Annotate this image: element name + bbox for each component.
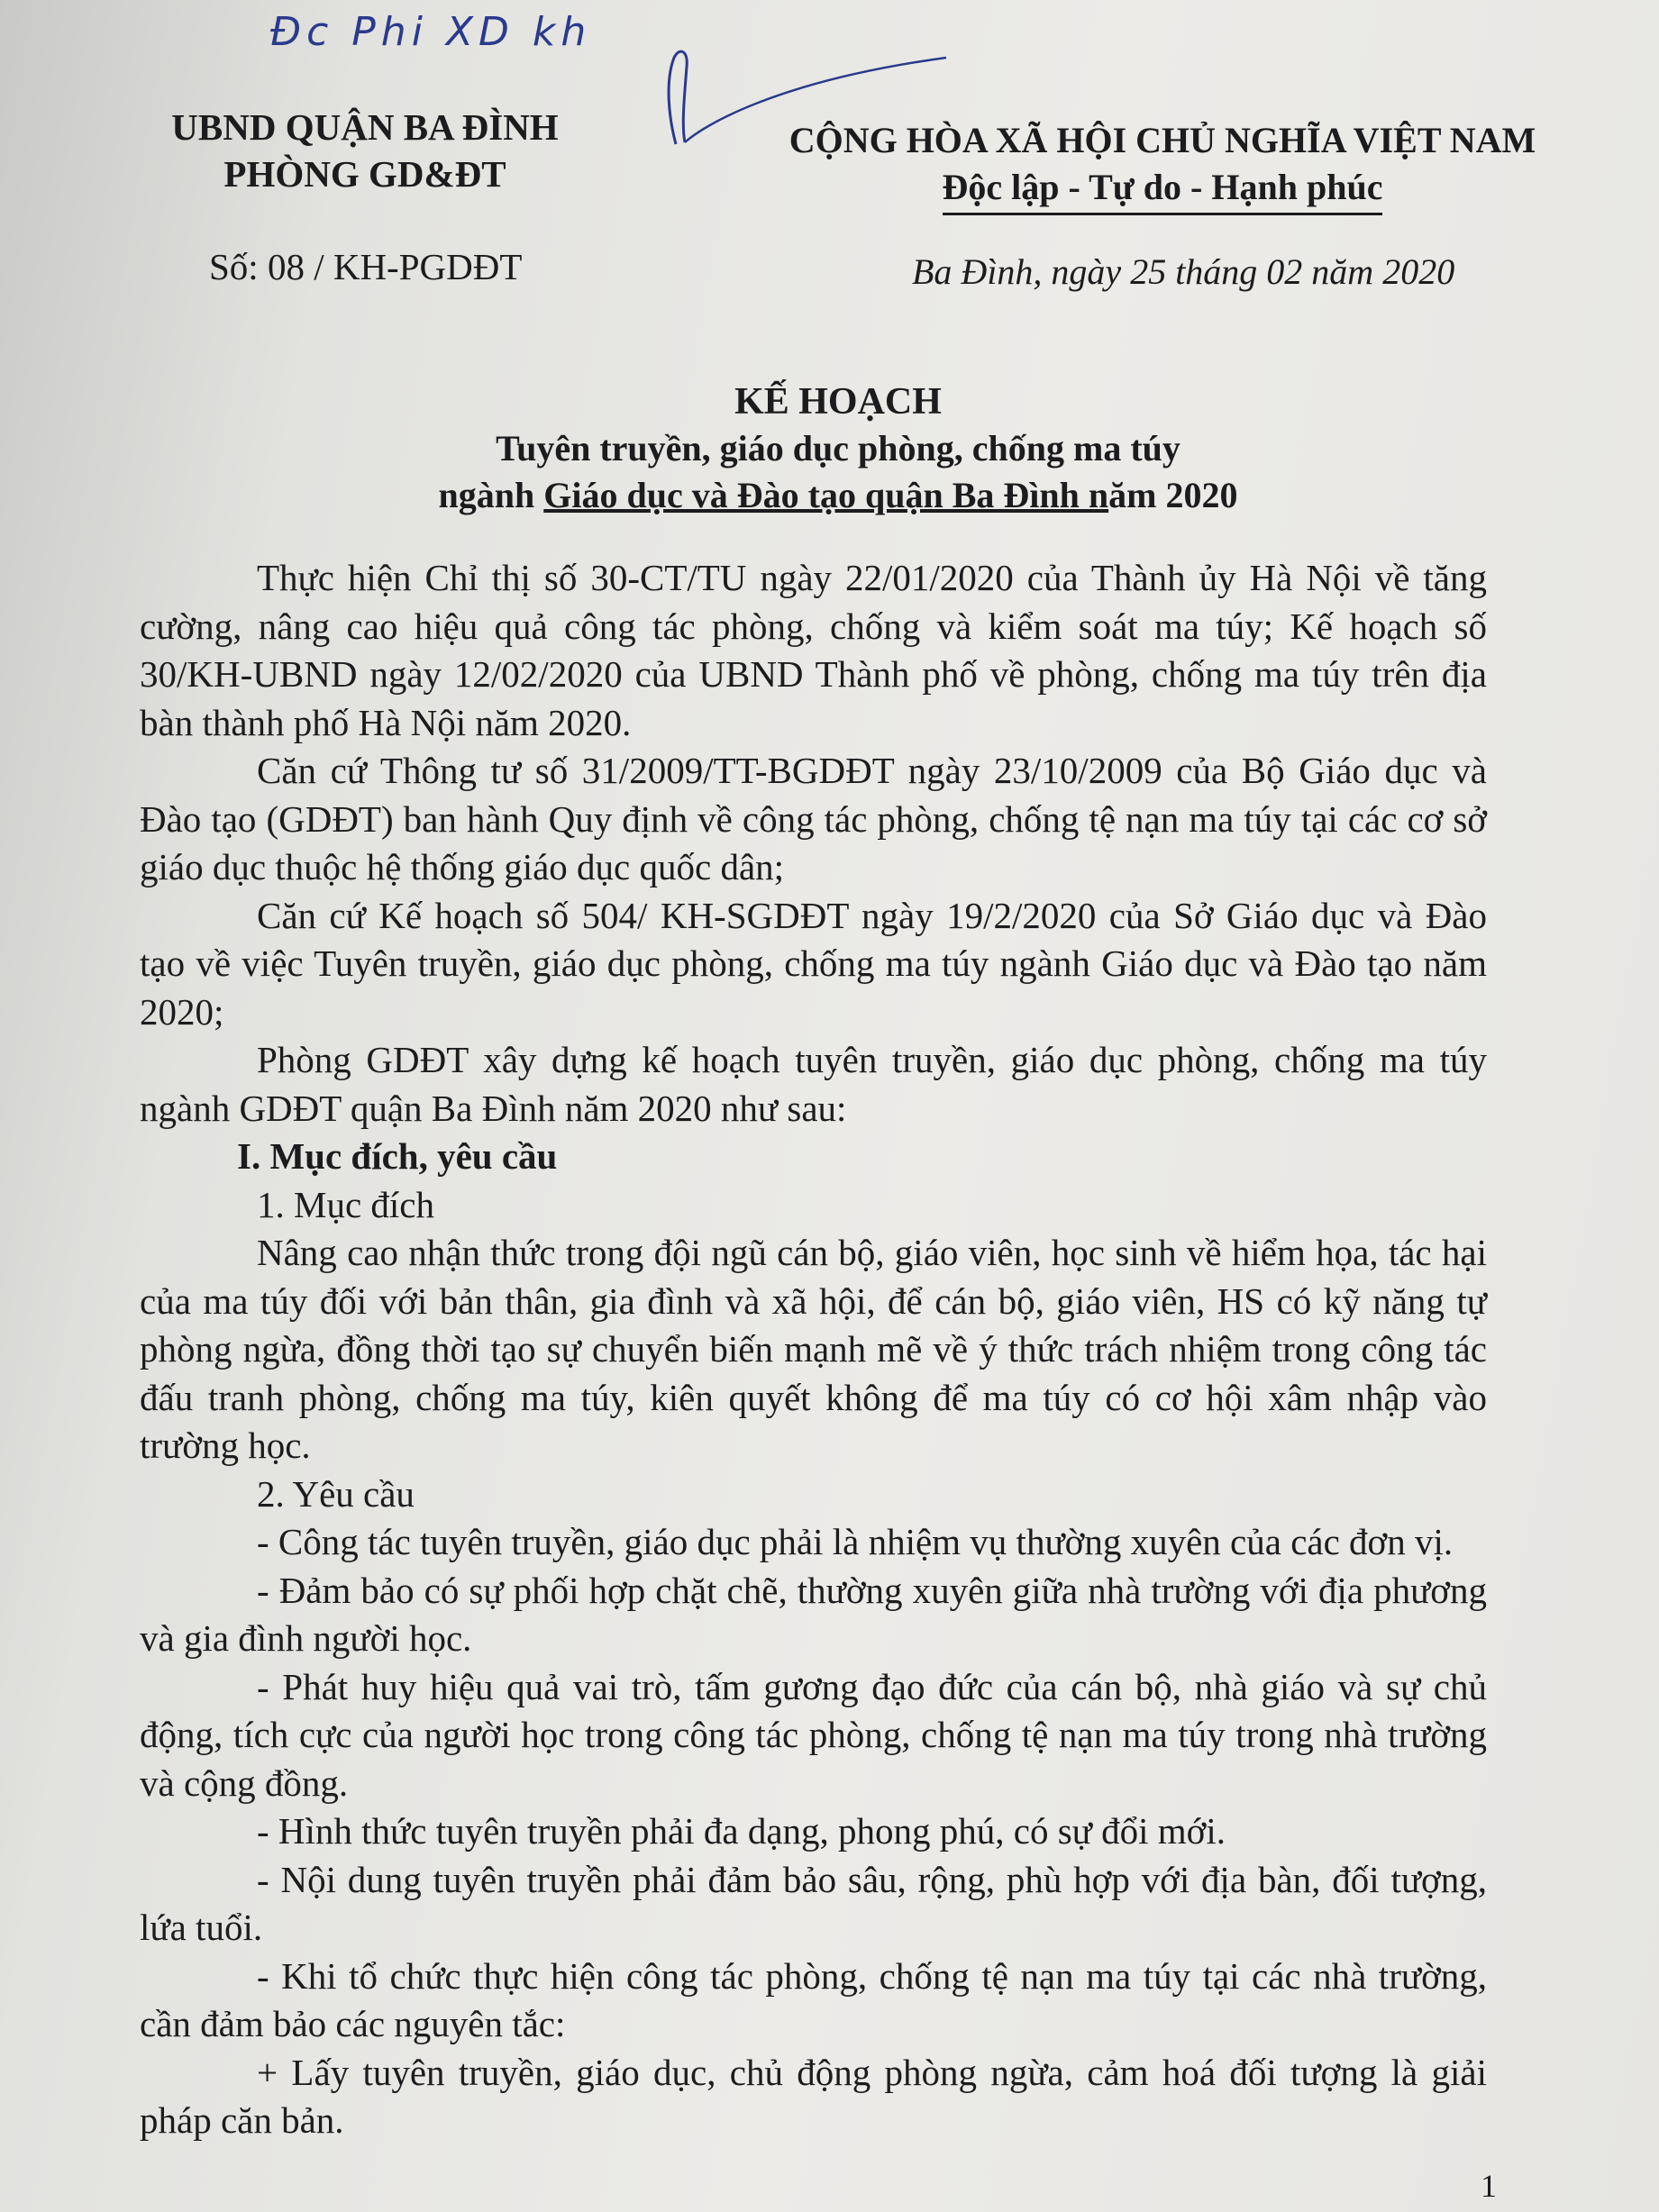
paragraph-purpose: Nâng cao nhận thức trong đội ngũ cán bộ, giáo viên, học sinh về hiểm họa, tác hại của ma túy đối với bản thân, gia đình và xã hội, để cán bộ, giáo viên, HS có kỹ năng tự phòng ngừa, đồng thời tạo sự chuyển biến mạnh mẽ về ý thức trách nhiệm trong công tác đấu tranh phòng, chống ma túy, kiên quyết không để ma túy có cơ hội xâm nhập vào trường học. bbox=[140, 1232, 1487, 1466]
principle-item: + Lấy tuyên truyền, giáo dục, chủ động phòng ngừa, cảm hoá đối tượng là giải pháp căn bản. bbox=[140, 2051, 1487, 2141]
issuing-authority bbox=[153, 104, 577, 197]
authority-line-1: UBND QUẬN BA ĐÌNH bbox=[171, 106, 559, 148]
national-motto: Độc lập - Tự do - Hạnh phúc bbox=[943, 164, 1383, 215]
title-line-3-underlined: Giáo dục và Đào tạo quận Ba Đình n bbox=[543, 475, 1109, 515]
document-title bbox=[216, 378, 1460, 519]
paragraph-3: Căn cứ Kế hoạch số 504/ KH-SGDĐT ngày 19/2/2020 của Sở Giáo dục và Đào tạo về việc Tuyên truyền, giáo dục phòng, chống ma túy ngành Giáo dục và Đào tạo năm 2020; bbox=[140, 894, 1487, 1033]
paragraph-1: Thực hiện Chỉ thị số 30-CT/TU ngày 22/01/2020 của Thành ủy Hà Nội về tăng cường, nâng cao hiệu quả công tác phòng, chống và kiểm soát ma túy; Kế hoạch số 30/KH-UBND ngày 12/02/2020 của UBND Thành phố về phòng, chống ma túy trên địa bàn thành phố Hà Nội năm 2020. bbox=[140, 557, 1487, 743]
title-line-2: Tuyên truyền, giáo dục phòng, chống ma túy bbox=[496, 428, 1180, 469]
page-number: 1 bbox=[1481, 2168, 1497, 2204]
title-line-3-suffix: ăm 2020 bbox=[1108, 475, 1238, 515]
title-main: KẾ HOẠCH bbox=[734, 381, 942, 423]
title-line-3 bbox=[216, 472, 1460, 519]
title-line-3-prefix: ngành bbox=[438, 475, 544, 515]
national-header bbox=[712, 117, 1613, 215]
requirement-item: - Nội dung tuyên truyền phải đảm bảo sâu, rộng, phù hợp với địa bàn, đối tượng, lứa tuổi. bbox=[140, 1858, 1487, 1948]
requirement-item: - Phát huy hiệu quả vai trò, tấm gương đạo đức của cán bộ, nhà giáo và sự chủ động, tích cực của người học trong công tác phòng, chống tệ nạn ma túy trong nhà trường và cộng đồng. bbox=[140, 1665, 1487, 1804]
document-number: Số: 08 / KH-PGDĐT bbox=[209, 246, 523, 287]
paragraph-4: Phòng GDĐT xây dựng kế hoạch tuyên truyền, giáo dục phòng, chống ma túy ngành GDĐT quận Ba Đình năm 2020 như sau: bbox=[140, 1039, 1487, 1129]
requirement-item: - Đảm bảo có sự phối hợp chặt chẽ, thường xuyên giữa nhà trường với địa phương và gia đình người học. bbox=[140, 1569, 1487, 1659]
requirement-item: - Khi tổ chức thực hiện công tác phòng, chống tệ nạn ma túy tại các nhà trường, cần đảm bảo các nguyên tắc: bbox=[140, 1954, 1487, 2044]
document-body bbox=[140, 554, 1487, 2145]
requirement-item: - Hình thức tuyên truyền phải đa dạng, phong phú, có sự đổi mới. bbox=[257, 1810, 1226, 1852]
authority-line-2: PHÒNG GD&ĐT bbox=[223, 153, 506, 195]
handwritten-note: Đc Phi XD kh bbox=[270, 9, 592, 55]
subheading-purpose: 1. Mục đích bbox=[257, 1183, 434, 1225]
paragraph-2: Căn cứ Thông tư số 31/2009/TT-BGDĐT ngày 23/10/2009 của Bộ Giáo dục và Đào tạo (GDĐT) ban hành Quy định về công tác phòng, chống tệ nạn ma túy tại các cơ sở giáo dục thuộc hệ thống giáo dục quốc dân; bbox=[140, 750, 1487, 888]
section-heading-1: I. Mục đích, yêu cầu bbox=[237, 1135, 558, 1177]
national-title: CỘNG HÒA XÃ HỘI CHỦ NGHĨA VIỆT NAM bbox=[788, 120, 1536, 160]
requirement-item: - Công tác tuyên truyền, giáo dục phải là nhiệm vụ thường xuyên của các đơn vị. bbox=[257, 1521, 1454, 1562]
place-date: Ba Đình, ngày 25 tháng 02 năm 2020 bbox=[912, 251, 1455, 292]
subheading-requirements: 2. Yêu cầu bbox=[257, 1472, 415, 1515]
